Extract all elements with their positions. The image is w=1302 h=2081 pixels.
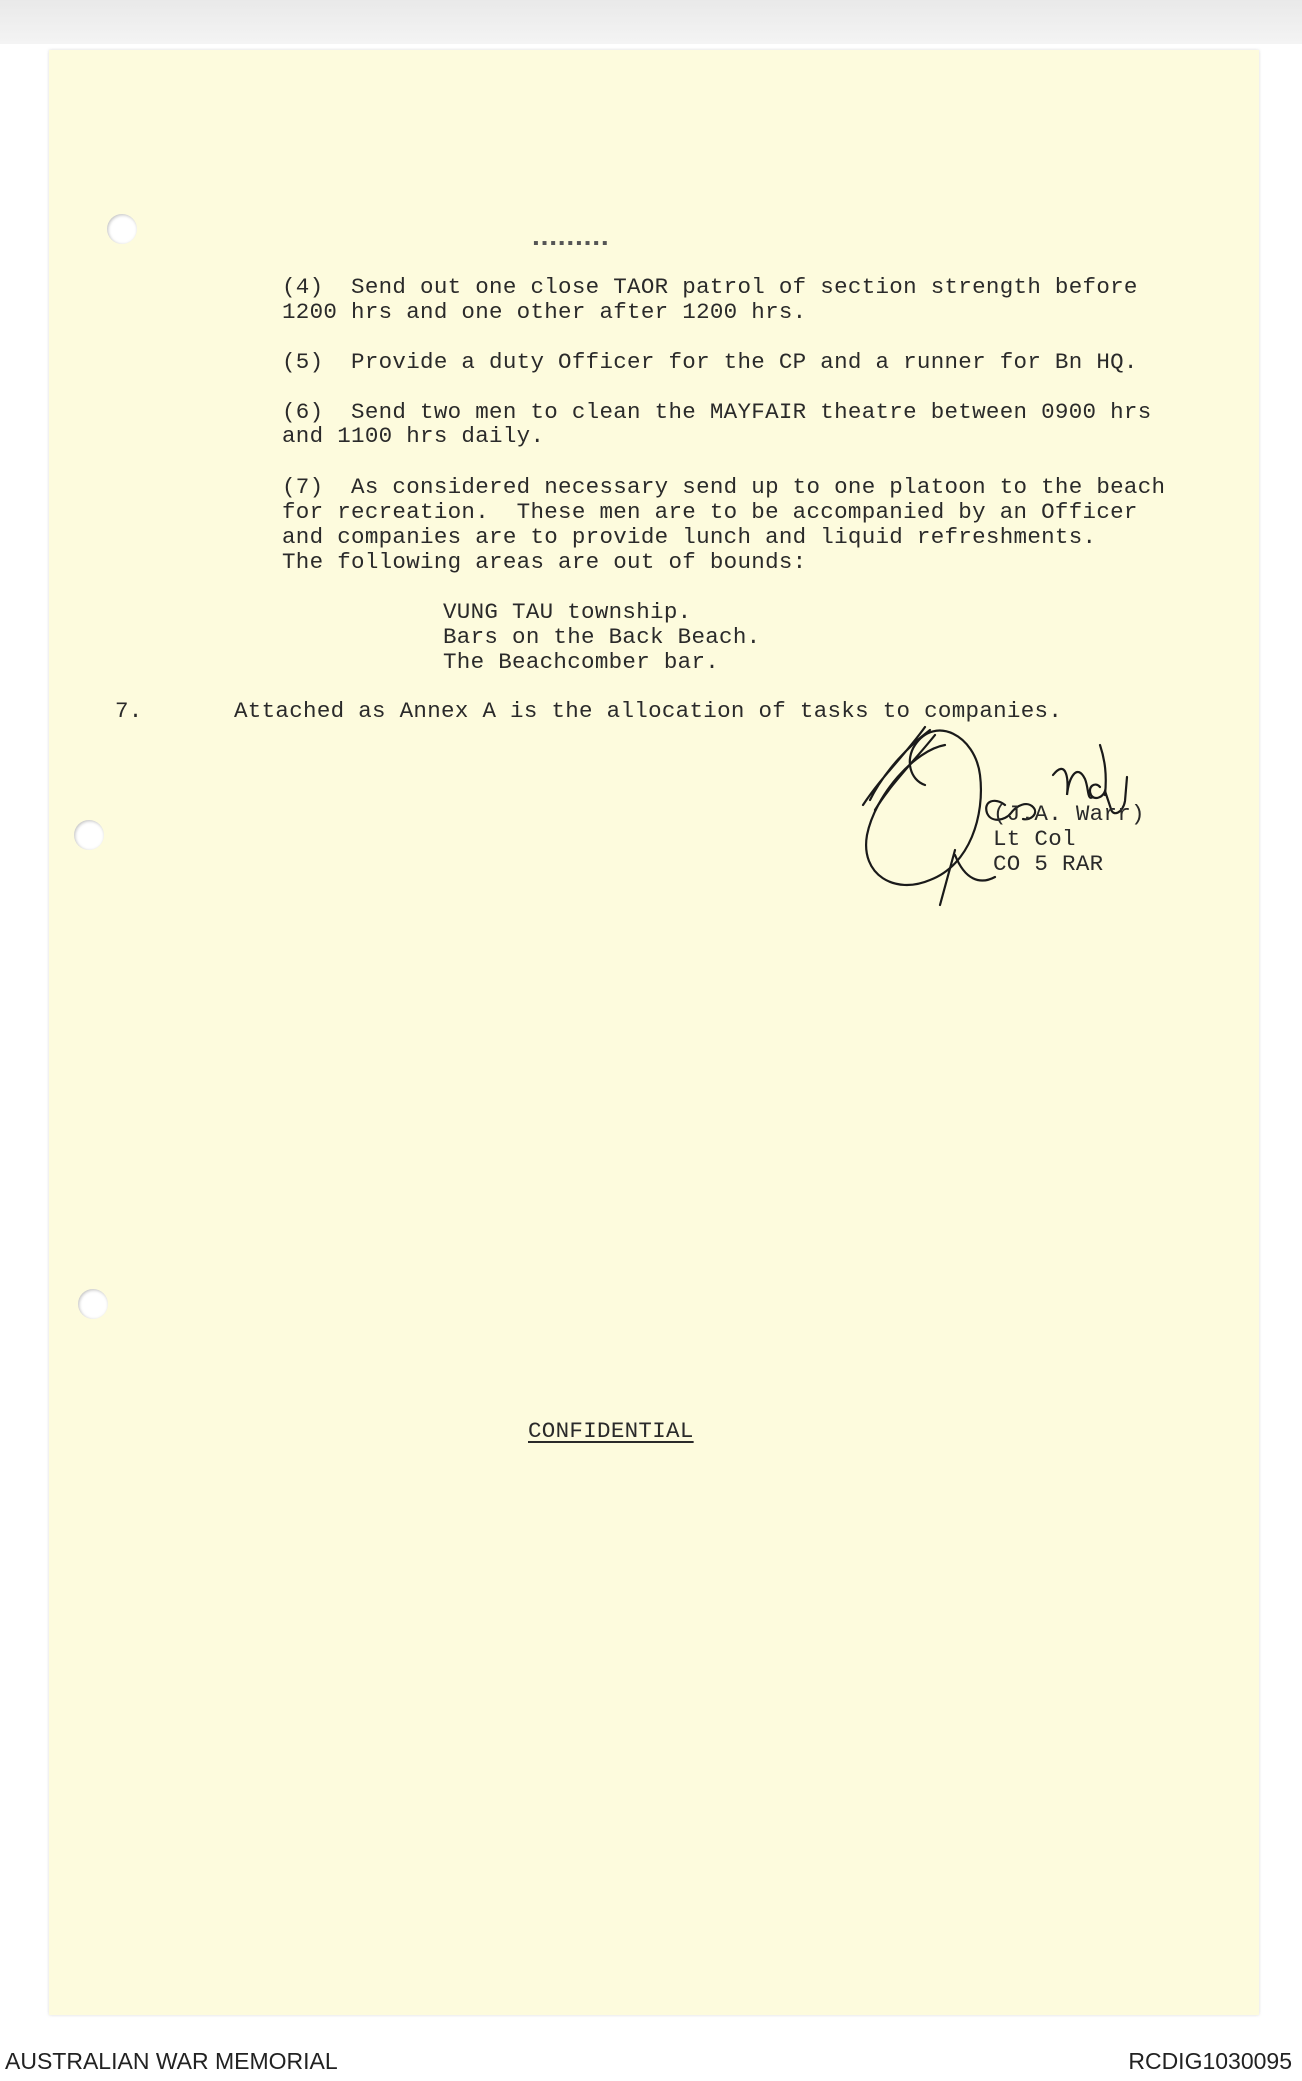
para-7-line-3: and companies are to provide lunch and liquid refreshments.	[282, 524, 1097, 550]
signatory-rank: Lt Col	[993, 826, 1076, 852]
scan-top-bar	[0, 0, 1302, 44]
para-7-line-2: for recreation. These men are to be accompanied by an Officer	[282, 499, 1138, 525]
punch-hole-bottom	[78, 1289, 108, 1319]
faded-header-mark: ▪▪▪▪▪▪▪▪▪	[531, 235, 609, 253]
footer-source: AUSTRALIAN WAR MEMORIAL	[5, 2048, 338, 2074]
para-4-line-1: (4) Send out one close TAOR patrol of section strength before	[282, 274, 1138, 300]
para-6-line-2: and 1100 hrs daily.	[282, 423, 545, 449]
para-7-line-4: The following areas are out of bounds:	[282, 549, 807, 575]
para-4-line-2: 1200 hrs and one other after 1200 hrs.	[282, 299, 807, 325]
para-5-line-1: (5) Provide a duty Officer for the CP and a runner for Bn HQ.	[282, 349, 1138, 375]
signatory-unit: CO 5 RAR	[993, 851, 1104, 877]
item-7-number: 7.	[115, 698, 143, 724]
bounds-item-2: Bars on the Back Beach.	[443, 624, 761, 650]
punch-hole-middle	[74, 820, 104, 850]
bounds-item-3: The Beachcomber bar.	[443, 649, 720, 675]
footer-catalog-id: RCDIG1030095	[1128, 2048, 1292, 2074]
para-7-line-1: (7) As considered necessary send up to one platoon to the beach	[282, 474, 1166, 500]
para-6-line-1: (6) Send two men to clean the MAYFAIR theatre between 0900 hrs	[282, 399, 1152, 425]
document-page	[49, 50, 1259, 2015]
item-7-text: Attached as Annex A is the allocation of tasks to companies.	[234, 698, 1063, 724]
punch-hole-top	[107, 214, 137, 244]
bounds-item-1: VUNG TAU township.	[443, 599, 692, 625]
classification-marking: CONFIDENTIAL	[528, 1418, 694, 1444]
signatory-name: (J.A. Warr)	[993, 801, 1145, 827]
